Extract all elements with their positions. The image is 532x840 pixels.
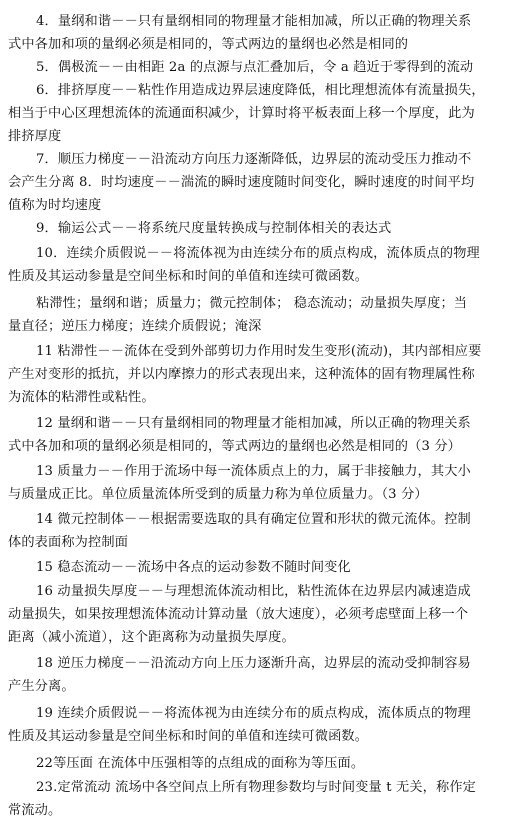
text-line: 性质及其运动参量是空间坐标和时间的单值和连续可微函数。	[8, 269, 369, 284]
text-line: 14 微元控制体－－根据需要选取的具有确定位置和形状的微元流体。控制	[36, 512, 471, 527]
text-line: 7．顺压力梯度－－沿流动方向压力逐渐降低，边界层的流动受压力推动不	[36, 152, 472, 167]
paragraph	[8, 776, 522, 822]
text-line: 5．偶极流－－由相距 2a 的点源与点汇叠加后，令 a 趋近于零得到的流动	[36, 60, 474, 75]
text-line: 相当于中心区理想流体的流通面积减少，计算时将平板表面上移一个厚度，此为	[8, 106, 475, 121]
text-line: 11 粘滞性－－流体在受到外部剪切力作用时发生变形(流动)，其内部相应要	[36, 344, 482, 359]
text-line: 产生对变形的抵抗，并以内摩擦力的形式表现出来，这种流体的固有物理属性称	[8, 367, 475, 382]
paragraph	[8, 10, 522, 56]
paragraph	[8, 652, 522, 698]
text-line: 粘滞性；量纲和谐；质量力；微元控制体； 稳态流动；动量损失厚度；当	[36, 296, 468, 311]
text-line: 4．量纲和谐－－只有量纲相同的物理量才能相加减，所以正确的物理关系	[36, 14, 472, 29]
text-line: 18 逆压力梯度－－沿流动方向上压力逐渐升高，边界层的流动受抑制容易	[36, 656, 471, 671]
paragraph	[8, 752, 522, 775]
text-line: 距离（减小流道），这个距离称为动量损失厚度。	[8, 630, 295, 645]
paragraph	[8, 340, 522, 409]
paragraph	[8, 702, 522, 748]
paragraph	[8, 508, 522, 554]
text-line: 19 连续介质假说－－将流体视为由连续分布的质点构成，流体质点的物理	[36, 706, 471, 721]
text-line: 动量损失，如果按理想流体流动计算动量（放大速度），必须考虑壁面上移一个	[8, 607, 469, 622]
paragraph	[8, 556, 522, 579]
paragraph	[8, 412, 522, 458]
text-line: 式中各加和项的量纲必须是相同的，等式两边的量纲也必然是相同的	[8, 37, 409, 52]
text-line: 会产生分离 8．时均速度－－湍流的瞬时速度随时间变化，瞬时速度的时间平均	[8, 175, 475, 190]
paragraph	[8, 242, 522, 288]
paragraph	[8, 217, 522, 240]
text-line: 23.定常流动 流场中各空间点上所有物理参数均与时间变量 t 无关，称作定	[36, 780, 477, 795]
text-line: 9．输运公式－－将系统尺度量转换成与控制体相关的表达式	[36, 221, 392, 236]
text-line: 为流体的粘滞性或粘性。	[8, 390, 155, 405]
paragraph	[8, 79, 522, 148]
paragraph	[8, 148, 522, 217]
text-line: 产生分离。	[8, 679, 75, 694]
text-line: 16 动量损失厚度－－与理想流体流动相比，粘性流体在边界层内减速造成	[36, 584, 471, 599]
text-line: 与质量成正比。单位质量流体所受到的质量力称为单位质量力。（3 分）	[8, 487, 428, 502]
paragraph	[8, 460, 522, 506]
text-line: 13 质量力－－作用于流场中每一流体质点上的力，属于非接触力，其大小	[36, 464, 471, 479]
paragraph	[8, 292, 522, 338]
text-line: 10．连续介质假说－－将流体视为由连续分布的质点构成，流体质点的物理	[36, 246, 480, 261]
paragraph	[8, 580, 522, 649]
text-line: 常流动。	[8, 803, 62, 818]
text-line: 值称为时均速度	[8, 198, 102, 213]
text-line: 22等压面 在流体中压强相等的点组成的面称为等压面。	[36, 756, 365, 771]
paragraph	[8, 56, 522, 79]
text-line: 15 稳态流动－－流场中各点的运动参数不随时间变化	[36, 560, 351, 575]
text-line: 排挤厚度	[8, 129, 62, 144]
text-line: 12 量纲和谐－－只有量纲相同的物理量才能相加减，所以正确的物理关系	[36, 416, 471, 431]
text-line: 体的表面称为控制面	[8, 535, 129, 550]
text-line: 性质及其运动参量是空间坐标和时间的单值和连续可微函数。	[8, 729, 369, 744]
text-line: 式中各加和项的量纲必须是相同的，等式两边的量纲也必然是相同的（3 分）	[8, 439, 462, 454]
text-line: 量直径；逆压力梯度；连续介质假说；淹深	[8, 319, 262, 334]
text-line: 6．排挤厚度－－粘性作用造成边界层速度降低，相比理想流体有流量损失，	[36, 83, 485, 98]
